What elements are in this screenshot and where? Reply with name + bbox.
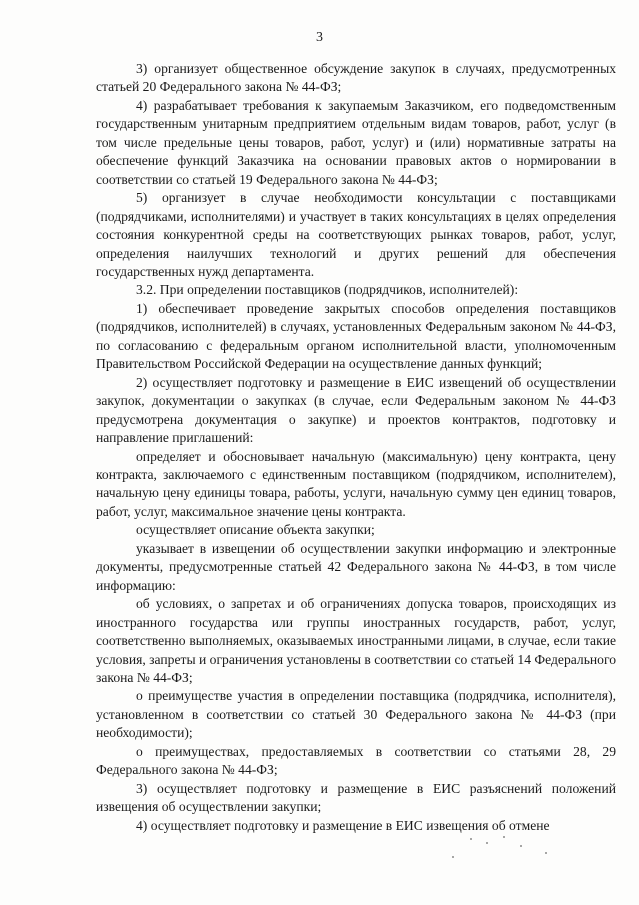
paragraph-foreign-restrictions: об условиях, о запретах и об ограничениях допуска товаров, происходящих из иностранного государства или группы иностранных государств, работ, услуг, соответственно выполняемых, оказываемых иностранными лицами, в случае, если такие условия, запреты и ограничения установлены в соответствии со статьей 14 Федерального закона № 44-ФЗ;	[96, 596, 616, 685]
scan-speck	[520, 845, 522, 847]
paragraph-price-definition: определяет и обосновывает начальную (максимальную) цену контракта, цену контракта, заключаемого с единственным поставщиком (подрядчиком, исполнителем), начальную цену единицы товара, работы, услуги, начальную сумму цен единиц товаров, работ, услуг, максимальное значение цены контракта.	[96, 448, 616, 519]
scan-speck	[486, 842, 488, 844]
paragraph-item-3-2-2: 2) осуществляет подготовку и размещение в ЕИС извещений об осуществлении закупок, документации о закупках (в случае, если Федеральным законом № 44-ФЗ предусмотрена документация о закупке) и проектов контрактов, подготовку и направление приглашений:	[96, 374, 616, 446]
scan-speck	[503, 836, 505, 838]
paragraph-benefits: о преимуществах, предоставляемых в соответствии со статьями 28, 29 Федерального закона № 44-ФЗ;	[96, 743, 616, 778]
paragraph-notice-information: указывает в извещении об осуществлении закупки информацию и электронные документы, предусмотренные статьей 42 Федерального закона № 44-ФЗ, в том числе информацию:	[96, 540, 616, 593]
paragraph-item-4: 4) разрабатывает требования к закупаемым Заказчиком, его подведомственным государственным унитарным предприятием отдельным видам товаров, работ, услуг (в том числе предельные цены товаров, работ, услуг) и (или) нормативные затраты на обеспечение функций Заказчика на основании правовых актов о нормировании в соответствии со статьей 19 Федерального закона № 44-ФЗ;	[96, 97, 616, 187]
paragraph-item-3-2-3: 3) осуществляет подготовку и размещение в ЕИС разъяснений положений извещения об осуществлении закупки;	[96, 780, 616, 815]
document-body	[96, 60, 616, 835]
paragraph-item-3: 3) организует общественное обсуждение закупок в случаях, предусмотренных статьей 20 Федерального закона № 44-ФЗ;	[96, 61, 616, 95]
scan-speck	[545, 852, 547, 854]
paragraph-participation-preference: о преимуществе участия в определении поставщика (подрядчика, исполнителя), установленном в соответствии со статьей 30 Федерального закона № 44-ФЗ (при необходимости);	[96, 688, 616, 741]
scan-speck	[452, 856, 454, 858]
paragraph-object-description: осуществляет описание объекта закупки;	[136, 522, 375, 538]
scan-speck	[470, 838, 472, 840]
paragraph-item-3-2-1: 1) обеспечивает проведение закрытых способов определения поставщиков (подрядчиков, исполнителей) в случаях, установленных Федеральным законом № 44-ФЗ, по согласованию с федеральным органом исполнительной власти, уполномоченным Правительством Российской Федерации на осуществление данных функций;	[96, 300, 616, 372]
page-number: 3	[316, 30, 323, 45]
paragraph-item-5: 5) организует в случае необходимости консультации с поставщиками (подрядчиками, исполнителями) и участвует в таких консультациях в целях определения состояния конкурентной среды на соответствующих рынках товаров, работ, услуг, определения наилучших технологий и других решений для обеспечения государственных нужд департамента.	[96, 190, 616, 279]
paragraph-item-3-2-4: 4) осуществляет подготовку и размещение в ЕИС извещения об отмене	[136, 817, 550, 833]
section-heading-3-2: 3.2. При определении поставщиков (подрядчиков, исполнителей):	[136, 282, 519, 298]
